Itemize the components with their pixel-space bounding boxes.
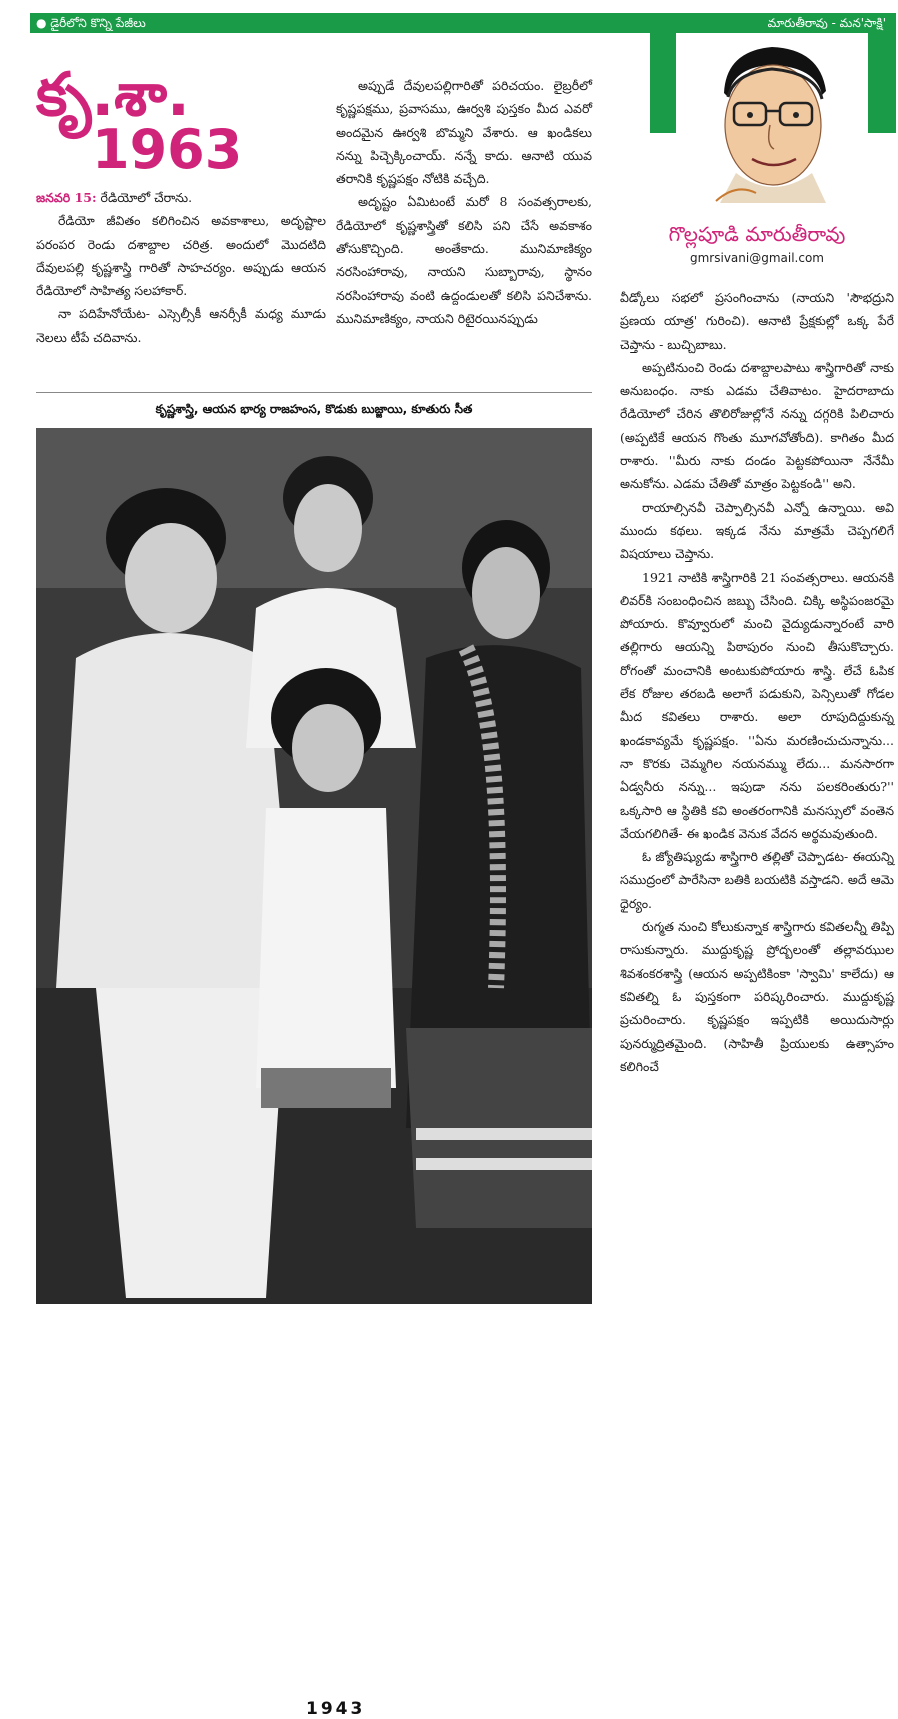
author-email: gmrsivani@gmail.com: [690, 251, 824, 265]
paragraph: అదృష్టం ఏమిటంటే మరో 8 సంవత్సరాలకు, రేడియోలో కృష్ణశాస్త్రితో కలిసి పని చేసే అవకాశం తోసుకొచ్చింది. అంతేకాదు. మునిమాణిక్యం నరసింహారావు, నాయని సుబ్బారావు, స్థానం నరసింహారావు వంటి ఉద్దండులతో కలిసి పనిచేశాను. మునిమాణిక్యం, నాయని రిటైరయినప్పుడు: [336, 194, 592, 326]
section-header-bar: [30, 13, 896, 33]
lead-text: రేడియోలో చేరాను.: [96, 190, 193, 205]
column-name: మారుతీరావు - మన'సాక్షి': [767, 16, 886, 30]
photo-caption: కృష్ణశాస్త్రి, ఆయన భార్య రాజహంస, కొడుకు బుజ్జాయి, కూతురు సీత: [155, 402, 473, 416]
section-label: ● డైరీలోని కొన్ని పేజీలు: [36, 16, 146, 30]
article-column-2: [336, 74, 592, 330]
paragraph: రాయాల్సినవీ చెప్పాల్సినవీ ఎన్నో ఉన్నాయి. అవి ముందు కథలు. ఇక్కడ నేను మాత్రమే చెప్పగలిగే విషయాలు చెప్తాను.: [620, 499, 894, 562]
family-photo: [36, 428, 592, 1719]
author-portrait: [676, 33, 868, 203]
paragraph: ఓ జ్యోతిష్యుడు శాస్త్రిగారి తల్లితో చెప్పాడట- ఈయన్ని సముద్రంలో పారేసినా బతికి బయటికి వస్తాడని. అదే ఆమె ధైర్యం.: [620, 849, 894, 911]
paragraph: 1921 నాటికి శాస్త్రిగారికి 21 సంవత్సరాలు. ఆయనకి లివర్‌కి సంబంధించిన జబ్బు చేసింది. చిక్కి అస్థిపంజరమై పోయారు. కొవ్వూరులో మంచి వైద్యుడున్నారంటే వారి తల్లిగారు ఆయన్ని పిఠాపురం నుంచి తీసుకొచ్చారు. రోగంతో మంచానికి అంటుకుపోయారు శాస్త్రి. లేచే ఓపిక లేక రోజుల తరబడి అలాగే పడుకుని, పెన్సిలుతో గోడల మీద కవితలు రాశారు. అలా రూపుదిద్దుకున్న ఖండకావ్యమే కృష్ణపక్షం. ''ఏను మరణించుచున్నాను... నా కొరకు చెమ్మగిల నయనమ్ము లేదు... మనసారగా ఏడ్వనీరు నన్ను... ఇపుడా నను పలకరింతురు?'' ఒక్కసారి ఆ స్థితికి కవి అంతరంగానికి మనస్సులో వంతెన వేయగలిగితే- ఈ ఖండిక వెనుక వేదన అర్థమవుతుంది.: [620, 569, 894, 841]
paragraph: వీడ్కోలు సభలో ప్రసంగించాను (నాయని 'సౌభద్రుని ప్రణయ యాత్ర' గురించి). ఆనాటి ప్రేక్షకుల్లో ఒక్క పేరే చెప్తాను - బుచ్చిబాబు.: [620, 290, 894, 352]
divider: [36, 392, 592, 393]
article-column-3: [620, 286, 894, 1078]
paragraph-lead: [36, 186, 326, 209]
date-lead: జనవరి 15:: [36, 190, 97, 205]
author-name: గొల్లపూడి మారుతీరావు: [668, 222, 846, 246]
article-column-1: [36, 186, 326, 349]
paragraph: నా పదిహేనోయేట- ఎస్సెల్సీకీ ఆనర్సీకీ మధ్య మూడు నెలలు టీపే చదివాను.: [36, 306, 326, 345]
paragraph: అప్పటినుంచి రెండు దశాబ్దాలపాటు శాస్త్రిగారితో నాకు అనుబంధం. నాకు ఎడమ చేతివాటం. హైదరాబాదు రేడియోలో చేరిన తొలిరోజుల్లోనే నన్ను దగ్గరికి పిలిచారు (అప్పటికే ఆయన గొంతు మూగవోతోంది). కాగితం మీద రాశారు. ''మీరు నాకు దండం పెట్టకపోయినా నేనేమీ అనుకోను. ఎడమ చేతితో మాత్రం పెట్టకండి'' అని.: [620, 359, 894, 492]
family-photo-image: [36, 428, 592, 1304]
photo-year-label: 1943: [306, 1699, 366, 1719]
headline-year: 1963: [92, 118, 243, 181]
paragraph: రేడియో జీవితం కలిగించిన అవకాశాలు, అదృష్టాల పరంపర రెండు దశాబ్దాల చరిత్ర. అందులో మొదటిది దేవులపల్లి కృష్ణశాస్త్రి గారితో సాహచర్యం. అప్పుడు ఆయన రేడియోలో సాహిత్య సలహాకార్.: [36, 213, 326, 299]
portrait-illustration: [676, 33, 868, 203]
paragraph: అప్పుడే దేవులపల్లిగారితో పరిచయం. లైబ్రరీలో కృష్ణపక్షము, ప్రవాసము, ఊర్వశి పుస్తకం మీద ఎవరో అందమైన ఊర్వశి బొమ్మని వేశారు. ఆ ఖండికలు నన్ను పిచ్చెక్కించాయ్. నన్నే కాదు. ఆనాటి యువ తరానికి కృష్ణపక్షం నోటికి వచ్చేది.: [336, 78, 592, 187]
headline-title: కృ.శా.: [36, 60, 190, 130]
top-line: [0, 0, 898, 4]
paragraph: రుగ్మత నుంచి కోలుకున్నాక శాస్త్రిగారు కవితలన్నీ తిప్పి రాసుకున్నారు. ముద్దుకృష్ణ ప్రోద్బలంతో తల్లావఝుల శివశంకరశాస్త్రి (ఆయన అప్పటికింకా 'స్వామి' కాలేదు) ఆ కవితల్ని ఓ పుస్తకంగా పరిష్కరించారు. ముద్దుకృష్ణ ప్రచురించారు. కృష్ణపక్షం ఇప్పటికి అయిదుసార్లు పునర్ముద్రితమైంది. (సాహితీ ప్రియులకు ఉత్సాహం కలిగించే: [620, 919, 894, 1074]
